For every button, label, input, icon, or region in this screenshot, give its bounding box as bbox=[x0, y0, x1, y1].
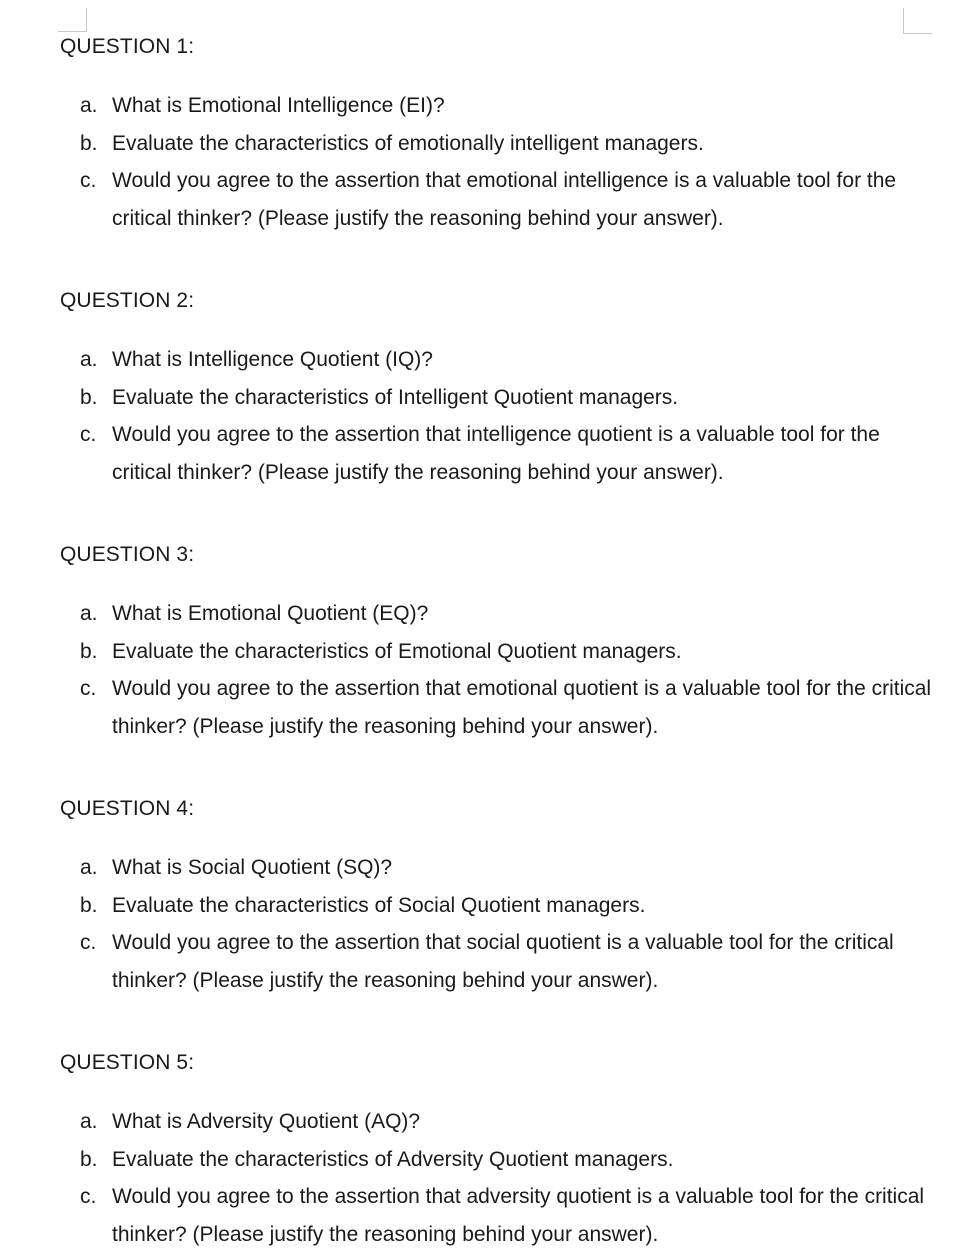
question-part-b bbox=[60, 125, 940, 163]
question-part-text: Evaluate the characteristics of emotionally intelligent managers. bbox=[112, 131, 704, 155]
question-part-text: What is Social Quotient (SQ)? bbox=[112, 856, 393, 879]
question-part-c bbox=[60, 924, 940, 999]
question-5 bbox=[60, 1049, 940, 1253]
list-marker: b. bbox=[80, 1147, 98, 1171]
question-part-text: Would you agree to the assertion that emotional intelligence is a valuable tool for the critical thinker? (Please justify the reasoning behind your answer). bbox=[112, 169, 897, 230]
question-part-c bbox=[60, 162, 940, 237]
question-part-text: What is Adversity Quotient (AQ)? bbox=[112, 1110, 421, 1133]
question-parts bbox=[60, 87, 940, 237]
list-marker: a. bbox=[80, 94, 98, 117]
question-parts bbox=[60, 595, 940, 745]
list-marker: c. bbox=[80, 677, 97, 700]
question-part-text: Would you agree to the assertion that social quotient is a valuable tool for the critical thinker? (Please justify the reasoning behind your answer). bbox=[112, 931, 894, 992]
question-part-a bbox=[60, 849, 940, 887]
top-left-margin-mark bbox=[58, 8, 87, 32]
question-part-text: Would you agree to the assertion that adversity quotient is a valuable tool for the critical thinker? (Please justify the reasoning behind your answer). bbox=[112, 1185, 925, 1246]
list-marker: b. bbox=[80, 639, 98, 663]
question-part-a bbox=[60, 87, 940, 125]
question-part-text: Evaluate the characteristics of Intelligent Quotient managers. bbox=[112, 385, 679, 409]
list-marker: b. bbox=[80, 131, 98, 155]
top-right-margin-mark bbox=[903, 8, 932, 34]
question-heading: QUESTION 4: bbox=[60, 797, 195, 820]
question-heading: QUESTION 2: bbox=[60, 289, 195, 312]
question-part-c bbox=[60, 1178, 940, 1253]
question-part-text: Evaluate the characteristics of Adversity Quotient managers. bbox=[112, 1147, 674, 1171]
question-part-a bbox=[60, 595, 940, 633]
question-part-c bbox=[60, 670, 940, 745]
question-parts bbox=[60, 849, 940, 999]
question-4 bbox=[60, 795, 940, 999]
list-marker: c. bbox=[80, 423, 97, 446]
question-part-a bbox=[60, 341, 940, 379]
list-marker: c. bbox=[80, 169, 97, 192]
list-marker: c. bbox=[80, 931, 97, 954]
question-parts bbox=[60, 341, 940, 491]
question-part-text: Would you agree to the assertion that emotional quotient is a valuable tool for the critical thinker? (Please justify the reasoning behind your answer). bbox=[112, 677, 932, 738]
list-marker: a. bbox=[80, 856, 98, 879]
list-marker: b. bbox=[80, 385, 98, 409]
question-heading: QUESTION 1: bbox=[60, 35, 195, 58]
question-heading: QUESTION 3: bbox=[60, 543, 195, 566]
question-part-text: Evaluate the characteristics of Emotional Quotient managers. bbox=[112, 639, 682, 663]
list-marker: b. bbox=[80, 893, 98, 917]
question-part-b bbox=[60, 1141, 940, 1179]
question-part-c bbox=[60, 416, 940, 491]
document-body bbox=[60, 33, 940, 1253]
list-marker: a. bbox=[80, 602, 98, 625]
question-part-b bbox=[60, 887, 940, 925]
question-part-text: What is Intelligence Quotient (IQ)? bbox=[112, 348, 433, 371]
list-marker: a. bbox=[80, 348, 98, 371]
question-part-text: What is Emotional Intelligence (EI)? bbox=[112, 94, 445, 117]
question-part-b bbox=[60, 633, 940, 671]
question-part-a bbox=[60, 1103, 940, 1141]
question-heading: QUESTION 5: bbox=[60, 1051, 195, 1074]
list-marker: a. bbox=[80, 1110, 98, 1133]
question-2 bbox=[60, 287, 940, 491]
question-1 bbox=[60, 33, 940, 237]
question-part-b bbox=[60, 379, 940, 417]
question-part-text: What is Emotional Quotient (EQ)? bbox=[112, 602, 429, 625]
question-part-text: Would you agree to the assertion that intelligence quotient is a valuable tool for the critical thinker? (Please justify the reasoning behind your answer). bbox=[112, 423, 880, 484]
question-part-text: Evaluate the characteristics of Social Quotient managers. bbox=[112, 893, 646, 917]
list-marker: c. bbox=[80, 1185, 97, 1208]
question-3 bbox=[60, 541, 940, 745]
